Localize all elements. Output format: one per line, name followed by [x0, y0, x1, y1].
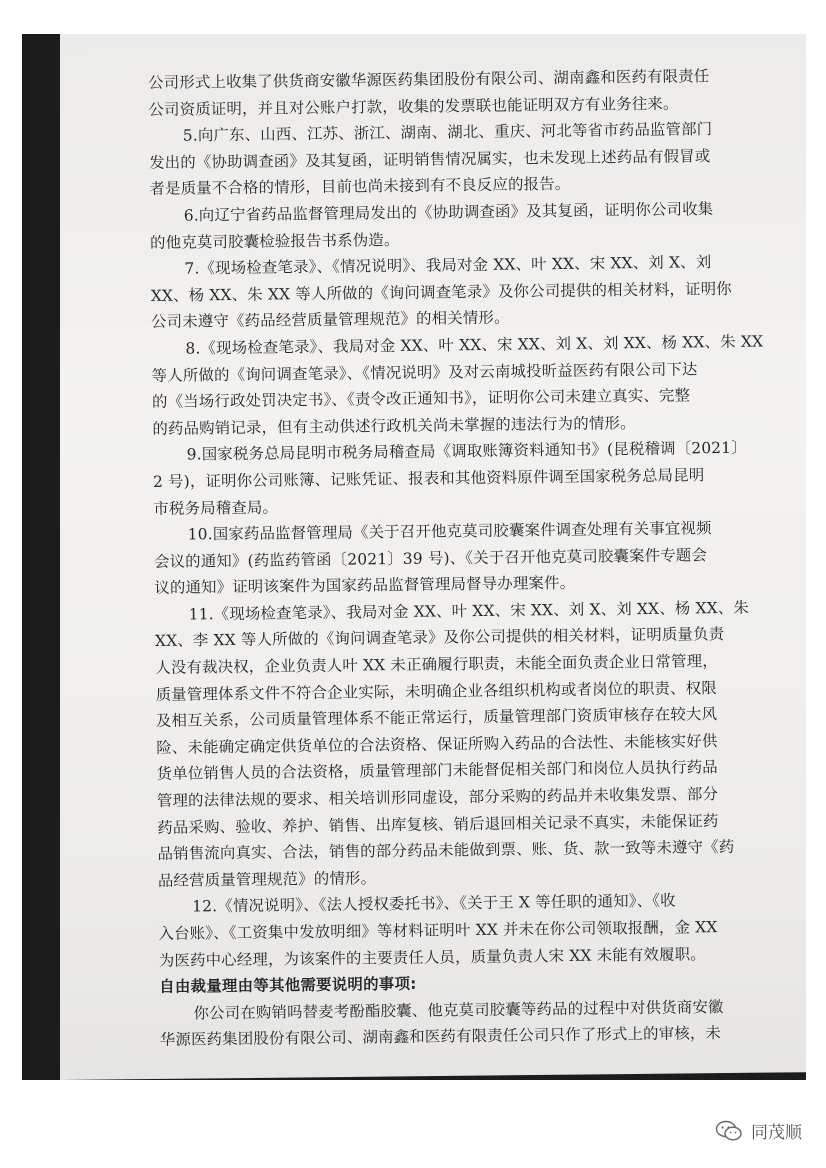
- body-text-line: 7.《现场检查笔录》、《情况说明》、我局对金 XX、叶 XX、宋 XX、刘 X、刘: [184, 253, 712, 278]
- body-text-line: 2 号)，证明你公司账簿、记账凭证、报表和其他资料原件调至国家税务总局昆明: [152, 466, 705, 491]
- body-text-line: XX、杨 XX、朱 XX 等人所做的《询问调查笔录》及你公司提供的相关材料，证明你: [150, 279, 732, 305]
- body-text-line: 8.《现场检查笔录》、我局对金 XX、叶 XX、宋 XX、刘 X、刘 XX、杨 XX、朱 XX: [185, 332, 764, 358]
- body-text-line: XX、李 XX 等人所做的《询问调查笔录》及你公司提供的相关材料，证明质量负责: [154, 625, 725, 651]
- body-text-line: 发出的《协助调查函》及其复函，证明销售情况属实，也未发现上述药品有假冒或: [149, 146, 711, 172]
- watermark-label: 同茂顺: [751, 1123, 802, 1143]
- section-heading: 自由裁量理由等其他需要说明的事项:: [159, 974, 417, 997]
- body-text-line: 公司形式上收集了供货商安徽华源医药集团股份有限公司、湖南鑫和医药有限责任: [148, 67, 710, 92]
- closing-lines: [159, 993, 788, 1054]
- body-text-line: 人没有裁决权，企业负责人叶 XX 未正确履行职责，未能全面负责企业日常管理，: [155, 652, 718, 678]
- body-text-line: 10.国家药品监督管理局《关于召开他克莫司胶囊案件调查处理有关事宜视频: [187, 519, 712, 544]
- body-text-line: 9.国家税务总局昆明市税务局稽查局《调取账簿资料通知书》(昆税稽调〔2021〕: [186, 439, 747, 464]
- watermark: [715, 1118, 802, 1143]
- body-text-line: 及相互关系，公司质量管理体系不能正常运行，质量管理部门资质审核存在较大风: [155, 705, 718, 731]
- body-text-line: 公司资质证明，并且对公账户打款，收集的发票联也能证明双方有业务往来。: [148, 94, 679, 119]
- body-text-line: 11.《现场检查笔录》、我局对金 XX、叶 XX、宋 XX、刘 X、刘 XX、杨 XX、朱: [188, 598, 750, 624]
- body-text-line: 品经营质量管理规范》的情形。: [157, 869, 377, 890]
- body-text-line: 险、未能确定确定供货单位的合法资格、保证所购入药品的合法性、未能核实好供: [156, 731, 718, 757]
- body-text-line: 入台账》、《工资集中发放明细》等材料证明叶 XX 并未在你公司领取报酬，金 XX: [158, 918, 718, 943]
- body-text-line: 公司未遵守《药品经营质量管理规范》的相关情形。: [150, 308, 510, 332]
- body-text-line: 的药品购销记录，但有主动供述行政机关尚未掌握的违法行为的情形。: [152, 413, 636, 438]
- document-text: [148, 62, 788, 1054]
- body-text-line: 议的通知》证明该案件为国家药品监督管理局督导办理案件。: [154, 574, 576, 598]
- body-text-line: 者是质量不合格的情形，目前也尚未接到有不良反应的报告。: [149, 175, 571, 199]
- body-text-line: 等人所做的《询问调查笔录》、《情况说明》及对云南城投昕益医药有限公司下达: [151, 359, 698, 385]
- body-lines: [148, 62, 787, 974]
- body-text-line: 质量管理体系文件不符合企业实际，未明确企业各组织机构或者岗位的职责、权限: [155, 678, 717, 704]
- body-text-line: 6.向辽宁省药品监督管理局发出的《协助调查函》及其复函，证明你公司收集: [183, 200, 714, 225]
- body-text-line: 管理的法律法规的要求、相关培训形同虚设，部分采购的药品并未收集发票、部分: [156, 785, 719, 810]
- body-text-line: 的他克莫司胶囊检验报告书系伪造。: [149, 230, 400, 252]
- body-text-line: 的《当场行政处罚决定书》、《责令改正通知书》，证明你公司未建立真实、完整: [151, 386, 691, 412]
- body-text-line: 货单位销售人员的合法资格，质量管理部门未能督促相关部门和岗位人员执行药品: [156, 758, 718, 784]
- body-text-line: 药品采购、验收、养护、销售、出库复核、销后退回相关记录不真实，未能保证药: [157, 811, 719, 837]
- body-text-line: 会议的通知》(药监药管函〔2021〕39 号)、《关于召开他克莫司胶囊案件专题会: [153, 545, 708, 571]
- body-text-line: 市税务局稽查局。: [153, 497, 279, 518]
- closing-text-line: 你公司在购销吗替麦考酚酯胶囊、他克莫司胶囊等药品的过程中对供货商安徽: [193, 997, 724, 1023]
- body-text-line: 为医药中心经理，为该案件的主要责任人员，质量负责人宋 XX 未能有效履职。: [158, 944, 706, 970]
- body-text-line: 品销售流向真实、合法，销售的部分药品未能做到票、账、货、款一致等未遵守《药: [157, 838, 735, 864]
- body-text-line: 5.向广东、山西、江苏、浙江、湖南、湖北、重庆、河北等省市药品监管部门: [182, 120, 713, 145]
- body-text-line: 12.《情况说明》、《法人授权委托书》、《关于王 X 等任职的通知》、《收: [192, 892, 676, 916]
- wechat-icon: [715, 1120, 743, 1142]
- closing-text-line: 华源医药集团股份有限公司、湖南鑫和医药有限责任公司只作了形式上的审核，未: [159, 1024, 722, 1050]
